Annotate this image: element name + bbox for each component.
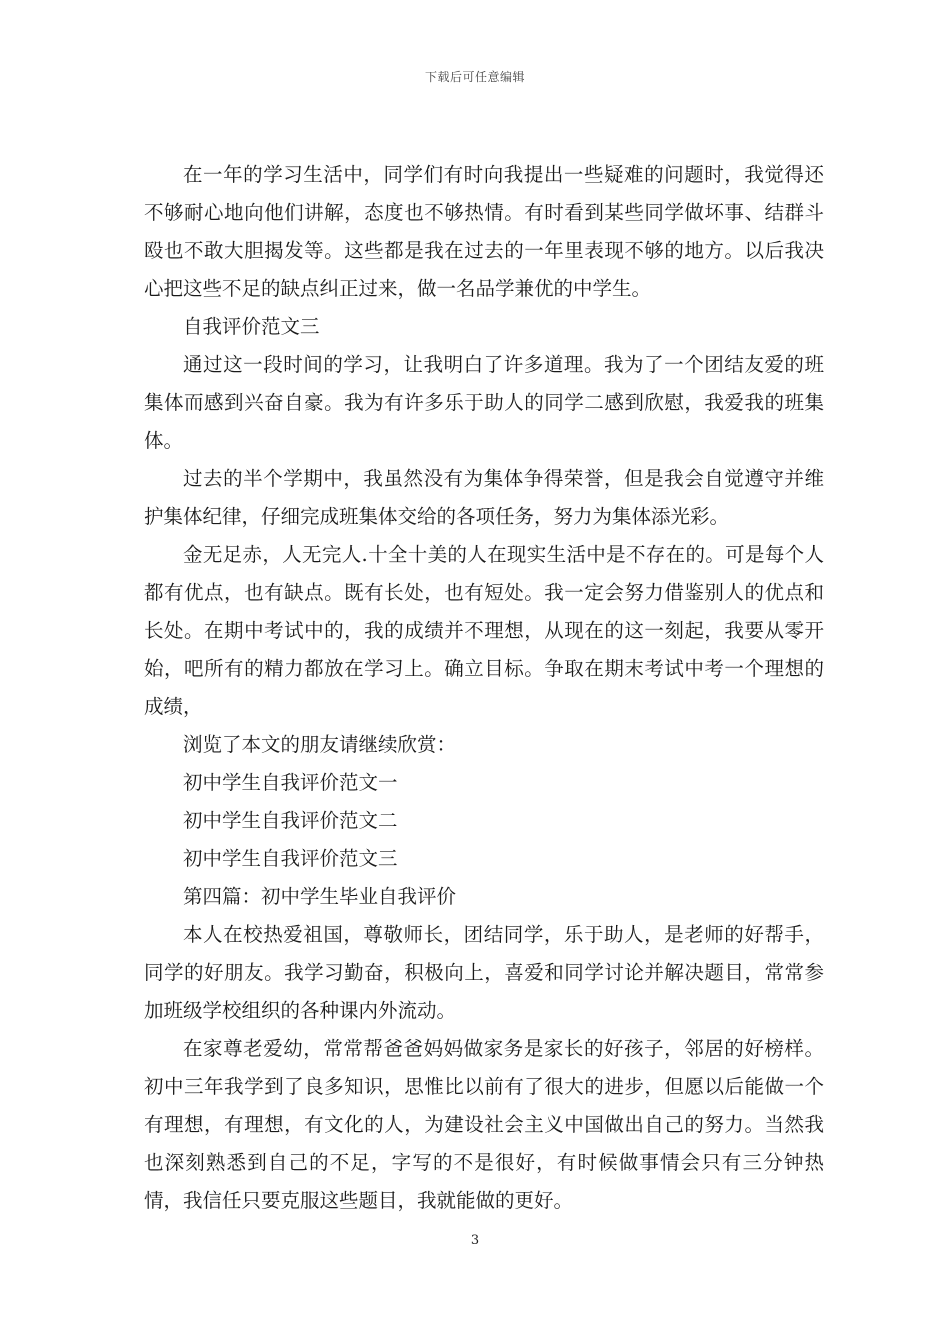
paragraph-strengths-weaknesses: 金无足赤，人无完人.十全十美的人在现实生活中是不存在的。可是每个人都有优点，也有缺点。既有长处，也有短处。我一定会努力借鉴别人的优点和长处。在期中考试中的，我的成绩并不理想，从现在的这一刻起，我要从零开始，吧所有的精力都放在学习上。确立目标。争取在期末考试中考一个理想的成绩， — [144, 543, 824, 718]
paragraph-half-semester: 过去的半个学期中，我虽然没有为集体争得荣誉，但是我会自觉遵守并维护集体纪律，仔细完成班集体交给的各项任务，努力为集体添光彩。 — [144, 467, 824, 528]
section-heading-part-four: 第四篇：初中学生毕业自我评价 — [183, 885, 457, 908]
paragraph-reflection: 在一年的学习生活中，同学们有时向我提出一些疑难的问题时，我觉得还不够耐心地向他们讲解，态度也不够热情。有时看到某些同学做坏事、结群斗殴也不敢大胆揭发等。这些都是我在过去的一年里表现不够的地方。以后我决心把这些不足的缺点纠正过来，做一名品学兼优的中学生。 — [144, 163, 824, 300]
related-link-sample-three: 初中学生自我评价范文三 — [183, 847, 398, 870]
paragraph-continue-reading: 浏览了本文的朋友请继续欣赏： — [183, 733, 457, 756]
page-header: 下载后可任意编辑 — [424, 70, 525, 84]
paragraph-home-conduct: 在家尊老爱幼，常常帮爸爸妈妈做家务是家长的好孩子，邻居的好榜样。初中三年我学到了良多知识，思惟比以前有了很大的进步，但愿以后能做一个有理想，有理想，有文化的人，为建设社会主义中国做出自己的努力。当然我也深刻熟悉到自己的不足，字写的不是很好，有时候做事情会只有三分钟热情，我信任只要克服这些题目，我就能做的更好。 — [144, 1037, 824, 1212]
document-body — [144, 156, 824, 1220]
section-heading-sample-three: 自我评价范文三 — [183, 315, 320, 338]
paragraph-class-collective: 通过这一段时间的学习，让我明白了许多道理。我为了一个团结友爱的班集体而感到兴奋自豪。我为有许多乐于助人的同学二感到欣慰，我爱我的班集体。 — [144, 353, 824, 452]
related-link-sample-one: 初中学生自我评价范文一 — [183, 771, 398, 794]
paragraph-school-conduct: 本人在校热爱祖国，尊敬师长，团结同学，乐于助人，是老师的好帮手，同学的好朋友。我学习勤奋，积极向上，喜爱和同学讨论并解决题目，常常参加班级学校组织的各种课内外流动。 — [144, 923, 824, 1022]
related-link-sample-two: 初中学生自我评价范文二 — [183, 809, 398, 832]
page-number: 3 — [470, 1233, 480, 1248]
